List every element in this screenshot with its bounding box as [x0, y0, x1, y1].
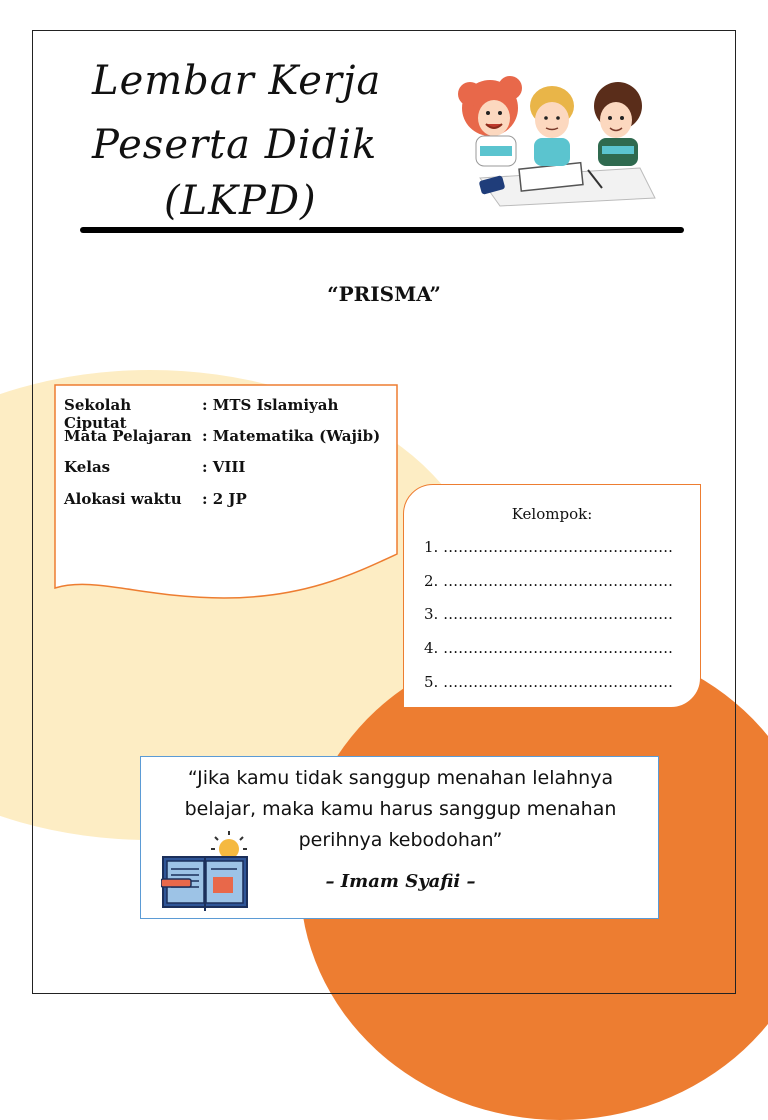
- title-line-2: Peserta Didik: [92, 122, 378, 168]
- quote-line-1: “Jika kamu tidak sanggup menahan lelahnya: [187, 767, 614, 789]
- group-box: [403, 484, 701, 708]
- info-value: : 2 JP: [202, 490, 247, 508]
- info-row-subject: [64, 427, 380, 445]
- group-title: Kelompok:: [511, 505, 593, 523]
- topic-title: “PRISMA”: [327, 282, 441, 306]
- info-value: : VIII: [202, 458, 246, 476]
- info-key: Sekolah: [64, 396, 132, 414]
- member-line[interactable]: 4. ……………………………………….: [424, 639, 673, 657]
- info-box: [54, 384, 398, 604]
- quote-line-2: belajar, maka kamu harus sanggup menahan: [184, 798, 617, 820]
- quote-box: [140, 756, 659, 919]
- quote-line-3: perihnya kebodohan”: [298, 829, 503, 851]
- title-divider: [80, 227, 684, 233]
- info-key: Kelas: [64, 458, 111, 476]
- member-line[interactable]: 3. ……………………………………….: [424, 605, 673, 623]
- children-studying-illustration: [440, 58, 670, 208]
- title-line-1: Lembar Kerja: [92, 58, 382, 104]
- info-key: Alokasi waktu: [64, 490, 182, 508]
- open-book-lightbulb-icon: [161, 829, 253, 913]
- member-line[interactable]: 1. ……………………………………….: [424, 538, 673, 556]
- info-row-class: [64, 458, 245, 476]
- info-row-time: [64, 490, 247, 508]
- member-line[interactable]: 2. ……………………………………….: [424, 572, 673, 590]
- info-value: : MTS Islamiyah Ciputat: [64, 396, 339, 432]
- title-line-3: (LKPD): [164, 178, 317, 224]
- member-line[interactable]: 5. ……………………………………….: [424, 673, 673, 691]
- quote-author: – Imam Syafii –: [325, 871, 476, 892]
- info-value: : Matematika (Wajib): [202, 427, 381, 445]
- info-key: Mata Pelajaran: [64, 427, 192, 445]
